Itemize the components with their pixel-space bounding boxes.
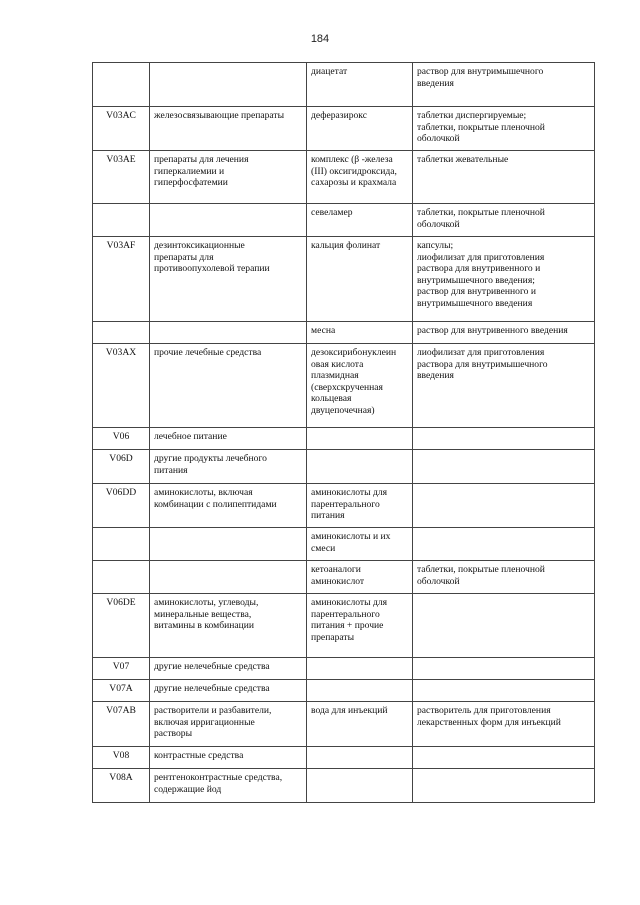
table-row xyxy=(93,528,595,561)
table-row xyxy=(93,151,595,204)
dosage-form-cell: растворитель для приготовления лекарственных форм для инъекций xyxy=(413,702,595,747)
substance-cell: дезоксирибонуклеин овая кислота плазмидная (сверхскрученная кольцевая двуцепочечная) xyxy=(307,344,413,428)
atc-code-cell: V07A xyxy=(93,680,150,702)
group-name-cell xyxy=(150,204,307,237)
substance-cell: вода для инъекций xyxy=(307,702,413,747)
substance-cell: севеламер xyxy=(307,204,413,237)
dosage-form-cell xyxy=(413,747,595,769)
dosage-form-cell: лиофилизат для приготовления раствора для внутримышечного введения xyxy=(413,344,595,428)
group-name-cell: прочие лечебные средства xyxy=(150,344,307,428)
table-row xyxy=(93,450,595,484)
substance-cell xyxy=(307,428,413,450)
page-number: 184 xyxy=(310,33,330,45)
table-row xyxy=(93,107,595,151)
atc-code-cell xyxy=(93,63,150,107)
substance-cell: деферазирокс xyxy=(307,107,413,151)
substance-cell: диацетат xyxy=(307,63,413,107)
table-row xyxy=(93,204,595,237)
group-name-cell: растворители и разбавители, включая ирригационные растворы xyxy=(150,702,307,747)
atc-code-cell: V06D xyxy=(93,450,150,484)
substance-cell xyxy=(307,658,413,680)
table-row xyxy=(93,561,595,594)
table-row xyxy=(93,769,595,803)
table-row xyxy=(93,658,595,680)
substance-cell xyxy=(307,450,413,484)
atc-code-cell xyxy=(93,561,150,594)
substance-cell xyxy=(307,747,413,769)
group-name-cell: рентгеноконтрастные средства, содержащие йод xyxy=(150,769,307,803)
table-row xyxy=(93,484,595,528)
substance-cell: месна xyxy=(307,322,413,344)
table-body xyxy=(93,63,595,803)
group-name-cell: аминокислоты, углеводы, минеральные вещества, витамины в комбинации xyxy=(150,594,307,658)
dosage-form-cell: раствор для внутривенного введения xyxy=(413,322,595,344)
group-name-cell: другие продукты лечебного питания xyxy=(150,450,307,484)
substance-cell: кальция фолинат xyxy=(307,237,413,322)
group-name-cell: контрастные средства xyxy=(150,747,307,769)
group-name-cell: дезинтоксикационные препараты для противоопухолевой терапии xyxy=(150,237,307,322)
dosage-form-cell xyxy=(413,594,595,658)
group-name-cell: железосвязывающие препараты xyxy=(150,107,307,151)
atc-code-cell: V06DE xyxy=(93,594,150,658)
group-name-cell: аминокислоты, включая комбинации с полипептидами xyxy=(150,484,307,528)
atc-code-cell: V06DD xyxy=(93,484,150,528)
atc-code-cell: V03AF xyxy=(93,237,150,322)
atc-code-cell: V03AE xyxy=(93,151,150,204)
table-row xyxy=(93,322,595,344)
table-row xyxy=(93,63,595,107)
atc-code-cell: V06 xyxy=(93,428,150,450)
dosage-form-cell: таблетки, покрытые пленочной оболочкой xyxy=(413,561,595,594)
group-name-cell xyxy=(150,322,307,344)
atc-code-cell: V03AX xyxy=(93,344,150,428)
table-row xyxy=(93,747,595,769)
dosage-form-cell: таблетки диспергируемые; таблетки, покрытые пленочной оболочкой xyxy=(413,107,595,151)
dosage-form-cell: раствор для внутримышечного введения xyxy=(413,63,595,107)
group-name-cell: другие нелечебные средства xyxy=(150,680,307,702)
table-row xyxy=(93,702,595,747)
substance-cell: кетоаналоги аминокислот xyxy=(307,561,413,594)
group-name-cell: препараты для лечения гиперкалиемии и гиперфосфатемии xyxy=(150,151,307,204)
atc-code-cell: V07AB xyxy=(93,702,150,747)
substance-cell: комплекс (β -железа (III) оксигидроксида, сахарозы и крахмала xyxy=(307,151,413,204)
atc-code-cell: V03AC xyxy=(93,107,150,151)
group-name-cell xyxy=(150,561,307,594)
dosage-form-cell xyxy=(413,658,595,680)
substance-cell: аминокислоты для парентерального питания xyxy=(307,484,413,528)
group-name-cell: лечебное питание xyxy=(150,428,307,450)
table-row xyxy=(93,344,595,428)
dosage-form-cell xyxy=(413,428,595,450)
table-row xyxy=(93,237,595,322)
table-row xyxy=(93,428,595,450)
atc-code-cell: V07 xyxy=(93,658,150,680)
dosage-form-cell xyxy=(413,528,595,561)
dosage-form-cell: капсулы; лиофилизат для приготовления раствора для внутривенного и внутримышечного введения; раствор для внутривенного и внутримышечного введения xyxy=(413,237,595,322)
dosage-form-cell xyxy=(413,769,595,803)
atc-code-cell xyxy=(93,204,150,237)
substance-cell xyxy=(307,769,413,803)
dosage-form-cell xyxy=(413,450,595,484)
group-name-cell: другие нелечебные средства xyxy=(150,658,307,680)
atc-code-cell xyxy=(93,528,150,561)
atc-code-cell: V08A xyxy=(93,769,150,803)
group-name-cell xyxy=(150,63,307,107)
substance-cell xyxy=(307,680,413,702)
dosage-form-cell: таблетки жевательные xyxy=(413,151,595,204)
dosage-form-cell xyxy=(413,484,595,528)
substance-cell: аминокислоты для парентерального питания + прочие препараты xyxy=(307,594,413,658)
atc-code-cell: V08 xyxy=(93,747,150,769)
table-row xyxy=(93,594,595,658)
substance-cell: аминокислоты и их смеси xyxy=(307,528,413,561)
dosage-form-cell xyxy=(413,680,595,702)
group-name-cell xyxy=(150,528,307,561)
dosage-form-cell: таблетки, покрытые пленочной оболочкой xyxy=(413,204,595,237)
atc-code-cell xyxy=(93,322,150,344)
table-row xyxy=(93,680,595,702)
medication-table xyxy=(92,62,595,803)
